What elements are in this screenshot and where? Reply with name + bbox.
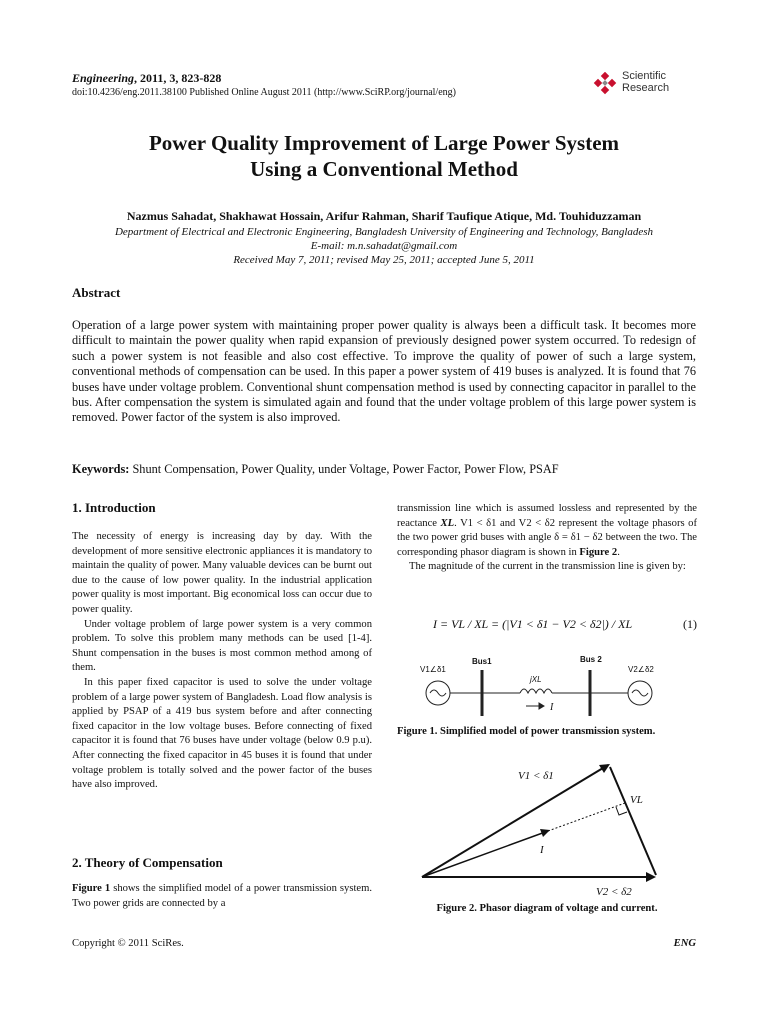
fig1-bus1-label: Bus1 — [472, 657, 492, 666]
right-p1-part-a: transmission line which is assumed lossless and represented by the reactance — [397, 503, 697, 529]
phasor-vl — [610, 767, 656, 875]
journal-volume: , 2011, 3, 823-828 — [134, 71, 222, 85]
reactance-symbol: XL — [440, 517, 455, 529]
figure-ref-2: Figure 2 — [579, 546, 618, 558]
author-email: E-mail: m.n.sahadat@gmail.com — [310, 240, 458, 252]
logo-line1: Scientific — [622, 70, 667, 82]
fig2-v1-label: V1 < δ1 — [518, 770, 554, 782]
fig2-i-label: I — [540, 844, 544, 856]
intro-paragraph-1: The necessity of energy is increasing day by day. With the development of more sensitive electronic appliances it is mandatory to maintain the quality of power. Many valuable devices can be burnt out due to the cause of low power quality. In the industrial application power quality is most important. Big economical loss can occur due to power quality. — [72, 531, 372, 615]
right-paragraph-2: The magnitude of the current in the transmission line is given by: — [409, 561, 686, 573]
logo-text — [622, 70, 669, 94]
paper-authors: Nazmus Sahadat, Shakhawat Hossain, Arifur Rahman, Sharif Taufique Atique, Md. Touhiduzzaman — [126, 209, 642, 223]
abstract-text: Operation of a large power system with maintaining proper power quality is always been a difficult task. It becomes more difficult to maintain the power quality when rapid expansion of previously designed power system occurred. To redesign of such a power system is not feasible and also cost effective. To improve the quality of power of such a large system, conventional methods of compensation can be used. In this paper a power system of 419 buses is analyzed. It is found that 76 buses have under voltage problem. Conventional shunt compensation method is used by connecting capacitor in parallel to the bus. After compensation the system is simulated again and found that the under voltage problem of this large power system is removed. Power factor of the system is also improved. — [72, 318, 696, 425]
right-p1-part-c: . — [617, 546, 620, 558]
phasor-v1 — [422, 765, 608, 877]
paper-title — [72, 130, 696, 182]
section-heading-intro: 1. Introduction — [72, 500, 156, 515]
keywords-text: Shunt Compensation, Power Quality, under Voltage, Power Factor, Power Flow, PSAF — [129, 462, 559, 476]
fig2-vl-label: VL — [630, 794, 643, 806]
theory-paragraph-text: shows the simplified model of a power transmission system. Two power grids are connected by a — [72, 883, 372, 909]
journal-abbreviation: ENG — [673, 938, 696, 949]
figure-ref-1: Figure 1 — [72, 883, 111, 894]
intro-paragraph-2: Under voltage problem of large power system is a very common problem. To solve this problem many methods can be used [1-4]. Shunt compensation in the buses is most common method among of them. — [72, 618, 372, 674]
publisher-logo — [592, 70, 702, 100]
logo-line2: Research — [622, 82, 670, 94]
fig1-current-label: I — [550, 702, 554, 713]
journal-citation — [72, 71, 221, 86]
theory-paragraph-1 — [72, 882, 372, 911]
right-p1-part-b: . V1 < δ1 and V2 < δ2 represent the voltage phasors of the two power grid buses with angle δ = δ1 − δ2 between the two. The corresponding phasor diagram is shown in — [397, 517, 697, 558]
intro-paragraph-3: In this paper fixed capacitor is used to solve the under voltage problem of a large power system of Bangladesh. Load flow analysis is applied by PSAP of a 419 bus system before and after connecting fixed capacitor in the low voltage buses. Before connecting of fixed capacitor it is found that 76 buses have under voltage (below 0.9 p.u). After connecting the fixed capacitor in 45 buses it is found that under voltage problem is totally solved and the power factor of the buses have also improved. — [72, 676, 372, 791]
right-paragraph-1 — [397, 502, 697, 560]
title-line1: Power Quality Improvement of Large Power System — [148, 131, 620, 155]
intro-body — [72, 530, 372, 793]
title-line2: Using a Conventional Method — [250, 157, 518, 181]
keywords-label: Keywords: — [72, 462, 130, 476]
figure-2-diagram — [420, 755, 670, 900]
equation-text: I = VL / XL = (|V1 < δ1 − V2 < δ2|) / XL — [433, 617, 633, 631]
equation-number: (1) — [683, 617, 697, 631]
fig1-v-left-label: V1∠δ1 — [420, 665, 446, 674]
copyright: Copyright © 2011 SciRes. — [72, 938, 184, 949]
figure-1-caption: Figure 1. Simplified model of power transmission system. — [397, 726, 656, 737]
section-heading-theory: 2. Theory of Compensation — [72, 855, 223, 870]
doi-line: doi:10.4236/eng.2011.38100 Published Online August 2011 (http://www.SciRP.org/journal/eng) — [72, 87, 456, 98]
journal-name: Engineering — [72, 71, 135, 85]
reactance-coil-icon — [520, 689, 552, 693]
abstract-heading: Abstract — [72, 285, 121, 300]
theory-body — [72, 882, 372, 911]
fig1-reactance-label: jXL — [530, 675, 542, 684]
keywords — [72, 462, 696, 477]
fig2-v2-label: V2 < δ2 — [596, 886, 632, 898]
fig1-v-right-label: V2∠δ2 — [628, 665, 654, 674]
received-dates: Received May 7, 2011; revised May 25, 2011; accepted June 5, 2011 — [233, 254, 535, 266]
theory-body-continued — [397, 502, 697, 575]
affiliation: Department of Electrical and Electronic Engineering, Bangladesh University of Engineering and Technology, Bangladesh — [114, 226, 654, 238]
fig1-bus2-label: Bus 2 — [580, 655, 602, 664]
figure-2-caption: Figure 2. Phasor diagram of voltage and current. — [436, 903, 658, 914]
figure-1-diagram — [420, 648, 670, 723]
logo-mark-icon — [592, 72, 618, 98]
affiliation-block — [60, 225, 708, 267]
